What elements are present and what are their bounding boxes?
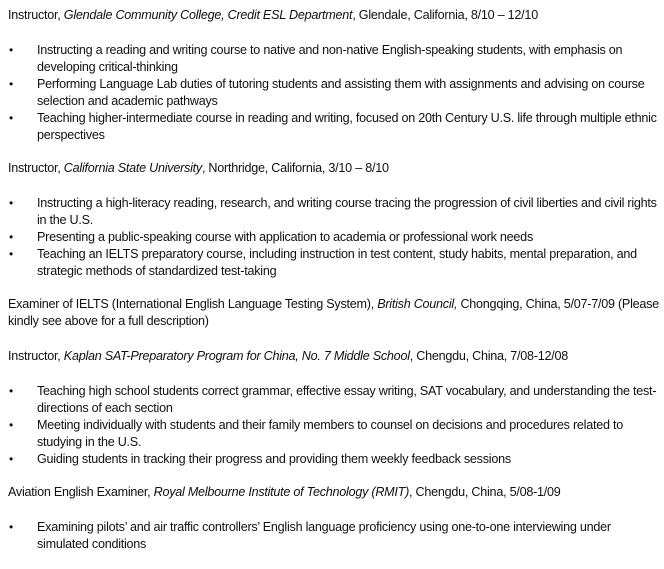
duty-text: Guiding students in tracking their progress and providing them weekly feedback sessions [37,452,511,466]
duty-text: Teaching an IELTS preparatory course, including instruction in test content, study habits, mental preparation, and strategic methods of standardized test-taking [37,247,637,278]
organization: Royal Melbourne Institute of Technology (RMIT) [153,485,410,499]
location-dates: , Northridge, California, 3/10 – 8/10 [201,161,389,175]
job-title: Examiner of IELTS (International English Language Testing System), [8,297,378,311]
experience-entry-csun [8,160,664,280]
bullet-icon: • [9,77,13,91]
list-item [8,229,664,246]
organization: Kaplan SAT-Preparatory Program for China, No. 7 Middle School [63,349,410,363]
duty-text: Teaching higher-intermediate course in reading and writing, focused on 20th Century U.S. life through multiple ethnic perspectives [37,111,657,142]
organization: Glendale Community College, Credit ESL Department [63,8,353,22]
duty-text: Meeting individually with students and their family members to counsel on decisions and procedures related to studying in the U.S. [37,418,623,449]
job-title: Aviation English Examiner, [8,485,154,499]
bullet-icon: • [9,43,13,57]
job-title: Instructor, [8,8,64,22]
duties-list [8,519,664,553]
list-item [8,42,664,76]
experience-entry-glendale [8,7,664,144]
entry-heading [8,484,664,501]
organization: British Council, [377,297,458,311]
list-item [8,195,664,229]
duty-text: Presenting a public-speaking course with application to academia or professional work needs [37,230,533,244]
bullet-icon: • [9,418,13,432]
bullet-icon: • [9,196,13,210]
location-dates: , Chengdu, China, 5/08-1/09 [409,485,561,499]
entry-heading [8,296,664,330]
organization: California State University [63,161,202,175]
duty-text: Teaching high school students correct grammar, effective essay writing, SAT vocabulary, and understanding the test-directions of each section [37,384,657,415]
bullet-icon: • [9,452,13,466]
list-item [8,383,664,417]
list-item [8,110,664,144]
duties-list [8,195,664,280]
experience-entry-rmit [8,484,664,553]
experience-entry-ielts [8,296,664,330]
list-item [8,451,664,468]
entry-heading [8,160,664,177]
list-item [8,519,664,553]
location-dates: Chongqing, China, 5/07-7/09 (Please kindly see above for a full description) [8,297,659,328]
list-item [8,417,664,451]
job-title: Instructor, [8,161,64,175]
entry-heading [8,7,664,24]
duty-text: Performing Language Lab duties of tutoring students and assisting them with assignments and advising on course selection and academic pathways [37,77,645,108]
list-item [8,76,664,110]
duty-text: Examining pilots’ and air traffic controllers’ English language proficiency using one-to-one interviewing under simulated conditions [37,520,611,551]
bullet-icon: • [9,247,13,261]
bullet-icon: • [9,230,13,244]
bullet-icon: • [9,111,13,125]
list-item [8,246,664,280]
bullet-icon: • [9,384,13,398]
experience-entry-kaplan [8,348,664,468]
bullet-icon: • [9,520,13,534]
location-dates: , Glendale, California, 8/10 – 12/10 [352,8,538,22]
duties-list [8,383,664,468]
duty-text: Instructing a reading and writing course to native and non-native English-speaking students, with emphasis on developing critical-thinking [37,43,623,74]
duty-text: Instructing a high-literacy reading, research, and writing course tracing the progression of civil liberties and civil rights in the U.S. [37,196,657,227]
entry-heading [8,348,664,365]
duties-list [8,42,664,144]
location-dates: , Chengdu, China, 7/08-12/08 [409,349,568,363]
job-title: Instructor, [8,349,64,363]
